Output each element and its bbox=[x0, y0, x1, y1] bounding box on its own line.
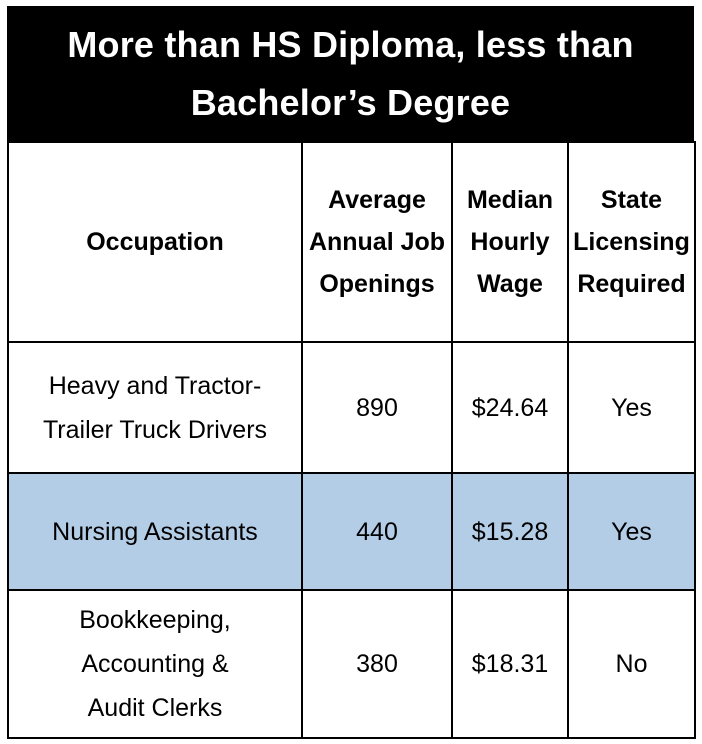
cell-licensing: No bbox=[568, 590, 695, 738]
header-annual-job-openings bbox=[302, 142, 452, 342]
cell-occupation-line-1: Nursing Assistants bbox=[52, 517, 258, 546]
header-state-licensing-required bbox=[568, 142, 695, 342]
header-occupation-label: Occupation bbox=[86, 228, 224, 256]
header-openings-line-2: Annual Job bbox=[308, 228, 446, 256]
cell-wage: $15.28 bbox=[452, 473, 568, 590]
table-title bbox=[7, 6, 694, 141]
occupation-table-card bbox=[7, 6, 694, 737]
cell-openings: 380 bbox=[302, 590, 452, 738]
occupation-table bbox=[7, 141, 696, 739]
header-median-hourly-wage bbox=[452, 142, 568, 342]
header-openings-line-1: Average bbox=[328, 186, 426, 214]
header-openings-line-3: Openings bbox=[319, 270, 435, 298]
table-row bbox=[8, 590, 695, 738]
cell-occupation bbox=[8, 342, 302, 473]
cell-wage: $24.64 bbox=[452, 342, 568, 473]
cell-occupation-line-1: Heavy and Tractor- bbox=[48, 371, 262, 400]
table-row-highlighted bbox=[8, 473, 695, 590]
header-wage-line-3: Wage bbox=[477, 270, 543, 298]
table-title-line-1: More than HS Diploma, less than bbox=[67, 23, 634, 65]
cell-licensing: Yes bbox=[568, 473, 695, 590]
cell-occupation-line-3: Audit Clerks bbox=[87, 694, 223, 722]
cell-wage: $18.31 bbox=[452, 590, 568, 738]
cell-occupation bbox=[8, 473, 302, 590]
table-row bbox=[8, 342, 695, 473]
cell-occupation-line-2: Trailer Truck Drivers bbox=[42, 415, 268, 444]
table-header-row bbox=[8, 142, 695, 342]
header-occupation bbox=[8, 142, 302, 342]
cell-occupation-line-1: Bookkeeping, bbox=[79, 606, 231, 634]
header-licensing-line-1: State bbox=[600, 186, 663, 214]
table-title-line-2: Bachelor’s Degree bbox=[190, 81, 511, 123]
cell-openings: 440 bbox=[302, 473, 452, 590]
header-wage-line-2: Hourly bbox=[470, 228, 550, 256]
cell-openings: 890 bbox=[302, 342, 452, 473]
header-wage-line-1: Median bbox=[466, 186, 554, 214]
header-licensing-line-3: Required bbox=[577, 270, 686, 298]
cell-licensing: Yes bbox=[568, 342, 695, 473]
cell-occupation bbox=[8, 590, 302, 738]
cell-occupation-line-2: Accounting & bbox=[81, 650, 229, 678]
header-licensing-line-2: Licensing bbox=[573, 228, 690, 256]
